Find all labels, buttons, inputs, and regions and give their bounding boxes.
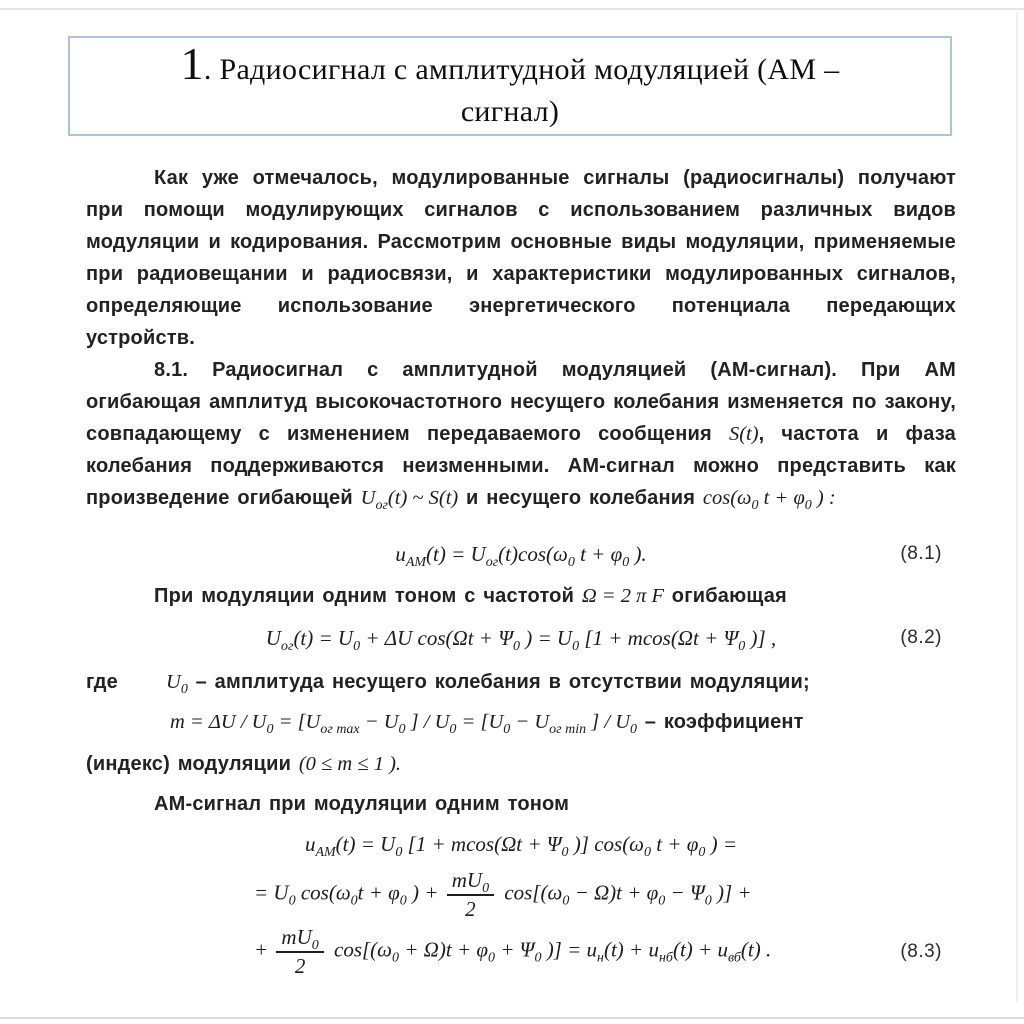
math-token-sub: ог min: [549, 722, 587, 737]
math-token-sub: 0: [644, 845, 652, 860]
math-token: U: [360, 487, 376, 509]
math-token-sub: нб: [658, 950, 673, 966]
math-token-sub: 0: [630, 722, 637, 737]
scan-edge-right: [1016, 12, 1018, 1002]
math-token: ).: [629, 542, 647, 566]
math-token: t + φ: [574, 542, 623, 566]
math-token-sub: 0: [482, 881, 490, 896]
math-token-sub: вб: [727, 950, 741, 966]
text-run: (индекс) модуляции: [86, 753, 299, 775]
math-token-sub: 0: [512, 639, 520, 654]
math-token: ] / U: [405, 711, 450, 733]
math-token-sub: 0: [658, 893, 666, 909]
modulation-index-definition: [86, 706, 956, 738]
math-token-sub: 0: [288, 893, 296, 909]
math-run-u0: [166, 671, 188, 697]
text-run: – амплитуда несущего колебания в отсутствии модуляции;: [187, 671, 810, 693]
math-token-sub: 0: [392, 950, 400, 966]
math-token: ) :: [811, 487, 836, 509]
math-run-st: S(t): [728, 423, 759, 445]
math-token-sub: 0: [534, 950, 542, 966]
math-token-sub: 0: [561, 845, 569, 860]
math-token: (t) = U: [335, 832, 396, 856]
math-token: cos(ω: [295, 880, 351, 905]
math-token: + Ψ: [495, 937, 535, 962]
math-run-range: (0 ≤ m ≤ 1 ).: [298, 753, 402, 775]
math-token: t + φ: [651, 832, 699, 856]
math-token: [1 + mcos(Ωt + Ψ: [402, 832, 562, 856]
math-token-sub: 0: [804, 498, 812, 513]
math-token: )] cos(ω: [568, 832, 645, 856]
math-run-cos: [702, 487, 836, 513]
index-modulation-line: [86, 748, 956, 780]
math-token-sub: 0: [572, 639, 580, 654]
where-line: [86, 666, 956, 698]
math-token: (t) = U: [426, 542, 486, 566]
math-run-m: [170, 711, 637, 737]
math-token-sub: 0: [266, 722, 274, 737]
math-token-sub: н: [597, 950, 604, 966]
equation-number-8-2: (8.2): [900, 627, 942, 648]
formula-8-2: [86, 620, 956, 656]
math-token-sub: 0: [353, 639, 361, 654]
math-token-sub: 0: [698, 845, 706, 860]
text-run: – коэффициент: [637, 711, 804, 733]
math-token: + ΔU cos(Ωt + Ψ: [360, 626, 513, 650]
math-token-sub: 0: [311, 938, 319, 953]
math-token-sub: ог: [280, 639, 294, 654]
math-token: U: [166, 671, 181, 693]
text-run: и несущего колебания: [458, 487, 703, 509]
math-token: (t) + u: [672, 937, 728, 962]
math-token-sub: 0: [562, 893, 570, 909]
fraction-denominator: 2: [294, 954, 306, 978]
title-text: . Радиосигнал с амплитудной модуляцией (АМ –: [203, 53, 840, 86]
title-number: 1: [180, 38, 204, 89]
formula-8-1: [86, 536, 956, 572]
math-token-sub: 0: [622, 555, 630, 570]
text-run: огибающая: [664, 585, 787, 607]
text-run: При АМ огибающая амплитуд высокочастотного несущего колебания изменяется по закону, совпадающему с изменением передаваемого сообщения: [86, 359, 956, 445]
math-token: U: [265, 626, 281, 650]
math-token: t + φ: [357, 880, 400, 905]
formula-8-3-line1: [86, 826, 956, 862]
math-token: )] ,: [745, 626, 777, 650]
math-token: mU: [451, 868, 483, 892]
formula-8-3-line2: [86, 868, 956, 921]
math-run-envelope: [360, 487, 459, 513]
paragraph-tone-modulation: [86, 580, 956, 612]
math-token-sub: 0: [399, 893, 407, 909]
math-token: ) +: [406, 880, 444, 905]
formula-8-3-line3: [86, 925, 956, 978]
text-run: , частота и фаза колебания поддерживаются неизменными. АМ-сигнал можно представить как произведение огибающей: [86, 423, 957, 509]
math-token: (t) + u: [603, 937, 659, 962]
slide-title-line1: [70, 38, 950, 91]
fraction-numerator: [447, 868, 494, 896]
math-token-sub: 0: [449, 722, 457, 737]
math-token: )] +: [711, 880, 752, 905]
math-token-sub: 0: [704, 893, 712, 909]
slide-title-line2: [70, 91, 950, 133]
math-token: cos[(ω: [499, 880, 563, 905]
math-token-sub: 0: [395, 845, 403, 860]
math-token-sub: ог: [485, 555, 499, 570]
math-token: (t) .: [740, 937, 772, 962]
math-token: +: [254, 937, 274, 962]
math-token: − Ψ: [665, 880, 705, 905]
math-token-sub: ог: [375, 498, 388, 513]
fraction-mU0-over-2: [447, 868, 494, 921]
math-token: )] = u: [541, 937, 598, 962]
equation-number-8-3: (8.3): [900, 940, 942, 962]
math-token: − U: [510, 711, 550, 733]
paragraph-am-signal: [86, 354, 956, 514]
content: [86, 162, 956, 978]
math-token-sub: 0: [398, 722, 406, 737]
fraction-numerator: [276, 925, 323, 953]
math-token: u: [304, 832, 316, 856]
math-token: m = ΔU / U: [170, 711, 267, 733]
title-box: [68, 36, 952, 136]
math-token: = U: [254, 880, 289, 905]
math-token: − U: [359, 711, 399, 733]
math-token: − Ω)t + φ: [569, 880, 659, 905]
math-token: u: [395, 542, 406, 566]
math-token: = [U: [273, 711, 321, 733]
math-token-sub: 0: [567, 555, 575, 570]
am-signal-tone-line: АМ-сигнал при модуляции одним тоном: [154, 793, 570, 815]
math-token: = [U: [456, 711, 504, 733]
math-token: (t) = U: [293, 626, 354, 650]
math-token: ] / U: [586, 711, 630, 733]
math-token-sub: 0: [350, 893, 358, 909]
math-token-sub: 0: [488, 950, 495, 966]
math-token: cos(ω: [702, 487, 752, 509]
math-token-sub: 0: [738, 639, 746, 654]
math-token-sub: 0: [503, 722, 511, 737]
scan-edge-top: [0, 8, 1024, 10]
equation-number-8-1: (8.1): [900, 543, 942, 564]
math-token: + Ω)t + φ: [399, 937, 488, 962]
text-run: При модуляции одним тоном с частотой: [154, 585, 582, 607]
math-token-sub: ог max: [320, 722, 360, 737]
math-token-sub: 0: [180, 682, 188, 697]
math-token-sub: АМ: [315, 845, 336, 860]
math-token: [1 + mcos(Ωt + Ψ: [579, 626, 739, 650]
fraction-denominator: 2: [465, 897, 476, 921]
math-token: cos[(ω: [328, 937, 393, 962]
math-token: t + φ: [758, 487, 805, 509]
math-token-sub: 0: [751, 498, 759, 513]
title-text-line2: сигнал): [460, 95, 560, 128]
math-token: ) = U: [519, 626, 573, 650]
math-run-omega: Ω = 2 π F: [581, 585, 665, 607]
math-token: (t)cos(ω: [498, 542, 568, 566]
paragraph-intro: Как уже отмечалось, модулированные сигналы (радиосигналы) получают при помощи модулирующих сигналов с использованием различных видов модуляции и кодирования. Рассмотрим основные виды модуляции, применяемые при радиовещании и радиосвязи, и характеристики модулированных сигналов, определяющие использование энергетического потенциала передающих устройств.: [86, 167, 956, 349]
math-token: ) =: [705, 832, 738, 856]
fraction-mU0-over-2: [276, 925, 323, 978]
heading-8-1: 8.1. Радиосигнал с амплитудной модуляцией (АМ-сигнал).: [154, 359, 838, 381]
where-label: где: [86, 671, 118, 693]
math-token: (t) ~ S(t): [387, 487, 459, 509]
math-token: mU: [281, 925, 312, 949]
math-token-sub: АМ: [405, 555, 427, 570]
scan-edge-bottom: [0, 1017, 1024, 1019]
